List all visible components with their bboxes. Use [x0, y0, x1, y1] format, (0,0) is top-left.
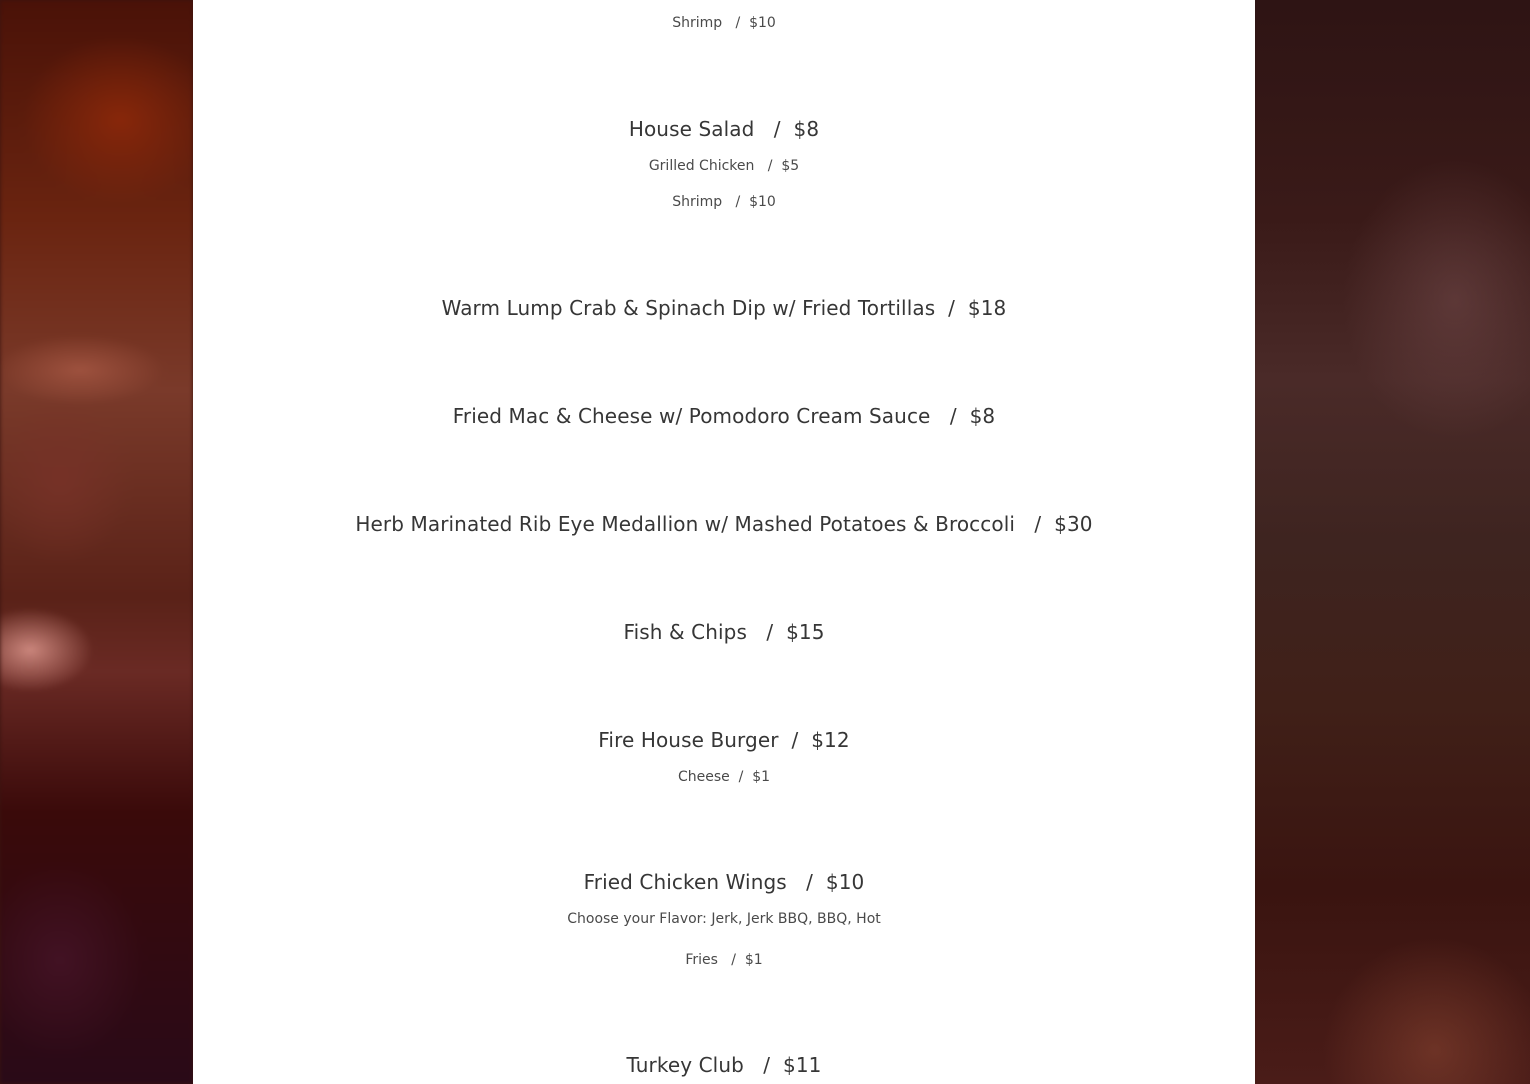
menu-item-cheese-addon: Cheese / $1: [677, 769, 771, 785]
menu-item-fries-addon: Fries / $1: [685, 952, 763, 968]
menu-item-fish-chips: Fish & Chips / $15: [623, 620, 825, 644]
menu-panel: [193, 0, 1255, 1084]
background-left: [0, 0, 193, 1084]
menu-item-burger: Fire House Burger / $12: [598, 728, 850, 752]
menu-item-mac-cheese: Fried Mac & Cheese w/ Pomodoro Cream Sauce / $8: [452, 404, 996, 428]
menu-item-wing-flavors: Choose your Flavor: Jerk, Jerk BBQ, BBQ, Hot: [567, 911, 881, 927]
menu-item-shrimp-addon: Shrimp / $10: [672, 194, 776, 210]
menu-item-shrimp-addon-top: Shrimp / $10: [672, 15, 776, 31]
menu-item-rib-eye: Herb Marinated Rib Eye Medallion w/ Mashed Potatoes & Broccoli / $30: [355, 512, 1093, 536]
menu-item-crab-dip: Warm Lump Crab & Spinach Dip w/ Fried Tortillas / $18: [441, 296, 1007, 320]
menu-item-house-salad: House Salad / $8: [628, 117, 820, 141]
menu-item-wings: Fried Chicken Wings / $10: [583, 870, 865, 894]
menu-item-turkey-club: Turkey Club / $11: [626, 1053, 822, 1077]
background-right: [1255, 0, 1530, 1084]
menu-item-grilled-chicken-addon: Grilled Chicken / $5: [648, 158, 800, 174]
